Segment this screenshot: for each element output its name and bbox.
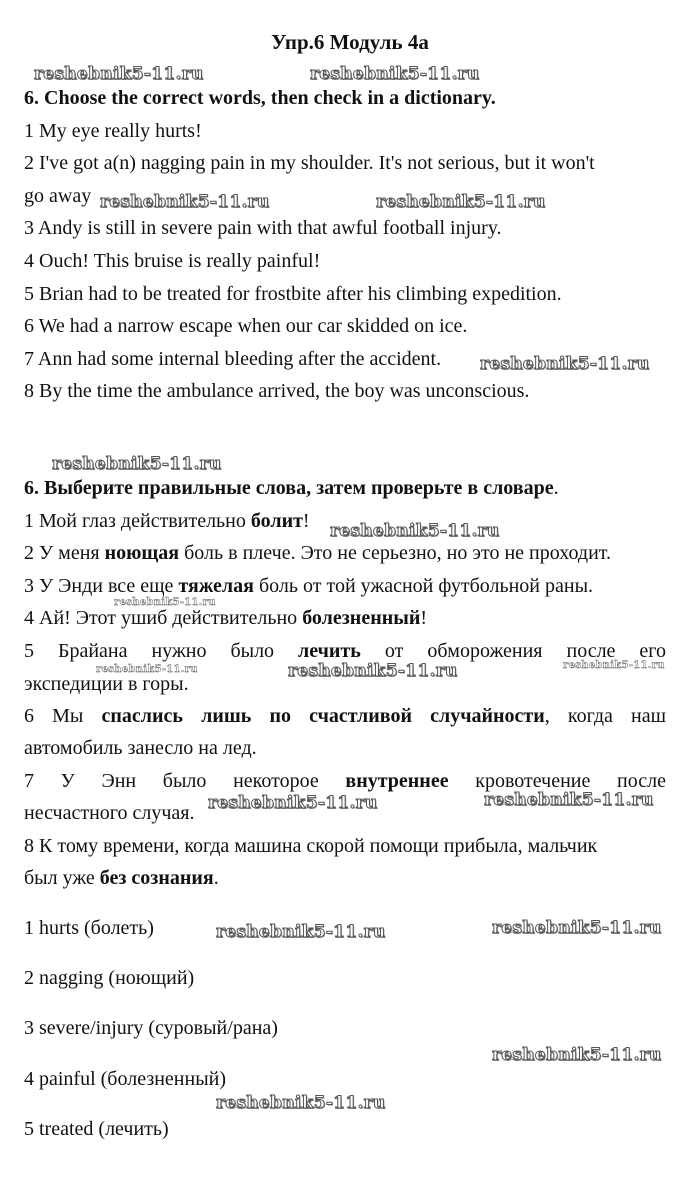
russian-item-5-cont: экспедиции в горы. xyxy=(24,673,189,695)
watermark: reshebnik5-11.ru xyxy=(34,64,204,84)
russian-item-8: 8 К тому времени, когда машина скорой помощи прибыла, мальчик xyxy=(24,835,598,857)
ru5-text: 5 Брайана нужно было xyxy=(24,640,299,662)
ru7-end: кровотечение после xyxy=(448,770,666,792)
ru3-text: 3 У Энди все еще xyxy=(24,575,179,597)
answer-1: 1 hurts (болеть) xyxy=(24,917,154,939)
watermark: reshebnik5-11.ru xyxy=(288,661,458,681)
ru8-text: был уже xyxy=(24,867,100,889)
ru2-answer: ноющая xyxy=(104,542,180,564)
russian-item-3 xyxy=(24,574,593,598)
russian-item-7-cont: несчастного случая. xyxy=(24,802,195,824)
english-item-2-cont: go away xyxy=(24,185,92,207)
ru6-end: , когда наш xyxy=(544,705,666,727)
answer-2: 2 nagging (ноющий) xyxy=(24,967,195,989)
english-item-2: 2 I've got a(n) nagging pain in my shoulder. It's not serious, but it won't xyxy=(24,152,595,174)
watermark: reshebnik5-11.ru xyxy=(100,192,270,212)
russian-item-6-cont: автомобиль занесло на лед. xyxy=(24,737,257,759)
ru5-answer: лечить xyxy=(298,640,361,662)
english-task-heading: 6. Choose the correct words, then check in a dictionary. xyxy=(24,87,496,109)
answer-4: 4 painful (болезненный) xyxy=(24,1068,227,1090)
ru7-answer: внутреннее xyxy=(345,770,449,792)
watermark: reshebnik5-11.ru xyxy=(52,454,222,474)
english-item-7: 7 Ann had some internal bleeding after the accident. xyxy=(24,348,442,370)
english-item-1: 1 My eye really hurts! xyxy=(24,120,202,142)
russian-task-end: . xyxy=(553,477,559,499)
russian-item-6 xyxy=(24,704,666,728)
ru7-text: 7 У Энн было некоторое xyxy=(24,770,346,792)
english-item-6: 6 We had a narrow escape when our car skidded on ice. xyxy=(24,315,468,337)
english-item-5: 5 Brian had to be treated for frostbite after his climbing expedition. xyxy=(24,283,562,305)
russian-item-2 xyxy=(24,541,611,565)
ru2-text: 2 У меня xyxy=(24,542,105,564)
english-item-3: 3 Andy is still in severe pain with that awful football injury. xyxy=(24,217,502,239)
ru8-end: . xyxy=(213,867,219,889)
watermark: reshebnik5-11.ru xyxy=(376,192,546,212)
watermark: reshebnik5-11.ru xyxy=(208,793,378,813)
ru2-end: боль в плече. Это не серьезно, но это не проходит. xyxy=(179,542,612,564)
ru5-end: от обморожения после его xyxy=(360,640,666,662)
watermark: reshebnik5-11.ru xyxy=(330,521,500,541)
watermark: reshebnik5-11.ru xyxy=(114,597,216,608)
ru8-answer: без сознания xyxy=(99,867,214,889)
watermark: reshebnik5-11.ru xyxy=(563,660,665,671)
page-title: Упр.6 Модуль 4a xyxy=(271,30,429,54)
watermark: reshebnik5-11.ru xyxy=(492,918,662,938)
ru4-text: 4 Ай! Этот ушиб действительно xyxy=(24,607,303,629)
russian-item-8-cont xyxy=(24,866,219,890)
ru6-answer: спаслись лишь по счастливой случайности xyxy=(101,705,545,727)
watermark: reshebnik5-11.ru xyxy=(96,664,198,675)
ru1-text: 1 Мой глаз действительно xyxy=(24,510,251,532)
watermark: reshebnik5-11.ru xyxy=(310,64,480,84)
watermark: reshebnik5-11.ru xyxy=(216,1093,386,1113)
ru6-text: 6 Мы xyxy=(24,705,102,727)
russian-task-text: 6. Выберите правильные слова, затем проверьте в словаре xyxy=(24,477,554,499)
english-item-8: 8 By the time the ambulance arrived, the boy was unconscious. xyxy=(24,380,530,402)
russian-item-1 xyxy=(24,509,310,533)
answer-5: 5 treated (лечить) xyxy=(24,1118,169,1140)
ru4-answer: болезненный xyxy=(302,607,421,629)
ru1-answer: болит xyxy=(250,510,303,532)
russian-task-heading xyxy=(24,476,559,500)
watermark: reshebnik5-11.ru xyxy=(484,790,654,810)
ru3-end: боль от той ужасной футбольной раны. xyxy=(253,575,594,597)
english-item-4: 4 Ouch! This bruise is really painful! xyxy=(24,250,321,272)
answer-3: 3 severe/injury (суровый/рана) xyxy=(24,1017,278,1039)
watermark: reshebnik5-11.ru xyxy=(480,354,650,374)
watermark: reshebnik5-11.ru xyxy=(216,922,386,942)
ru4-end: ! xyxy=(420,607,428,629)
ru1-end: ! xyxy=(302,510,310,532)
ru3-answer: тяжелая xyxy=(178,575,254,597)
russian-item-4 xyxy=(24,606,427,630)
watermark: reshebnik5-11.ru xyxy=(492,1045,662,1065)
